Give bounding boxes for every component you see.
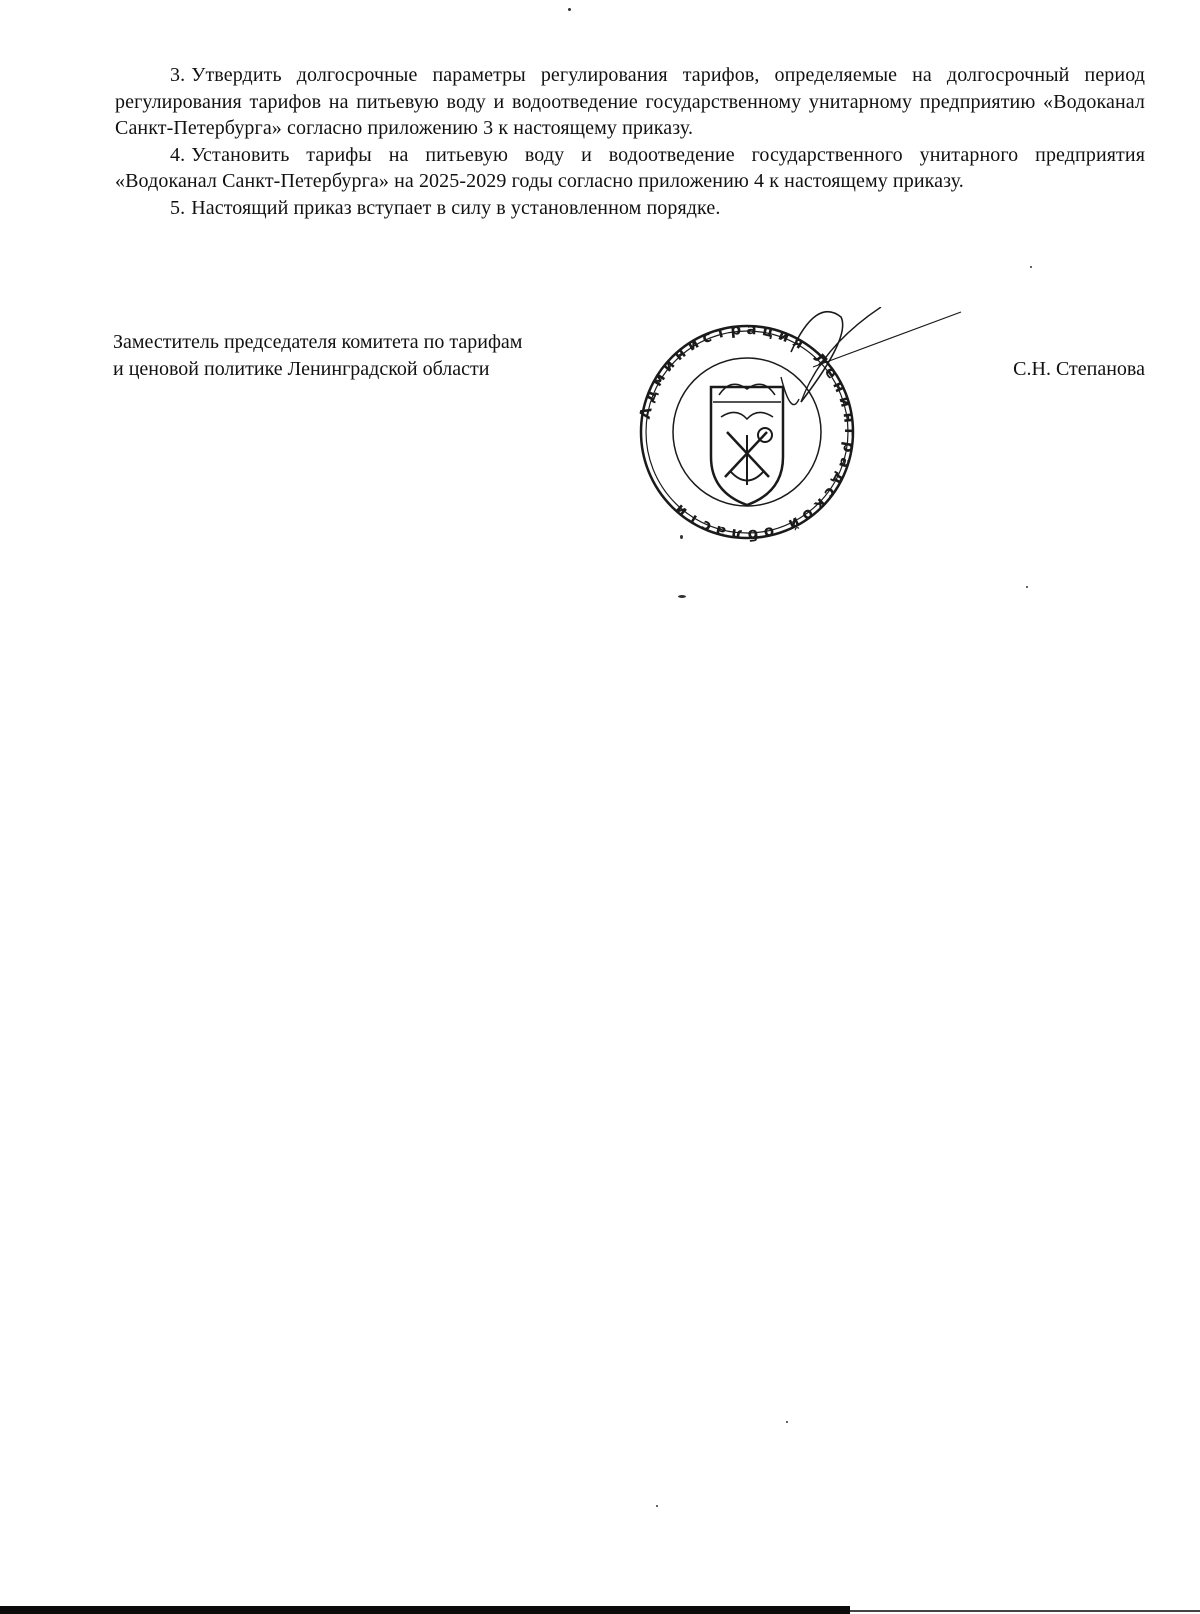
scan-speck [568,8,571,11]
signer-name: С.Н. Степанова [1013,357,1145,380]
signature-block [113,319,1145,549]
signer-position [113,329,633,382]
document-body [115,62,1145,221]
official-stamp [633,307,973,547]
scan-speck [678,595,686,598]
scan-speck [1026,586,1028,588]
paragraph-4 [115,142,1145,195]
paragraph-number: 3. [170,64,186,86]
signer-position-line-2: и ценовой политике Ленинградской области [113,357,490,380]
scan-speck [656,1505,658,1507]
stamp-outer-text: Администрация Ленинградской области [635,319,860,545]
paragraph-3 [115,62,1145,142]
scan-speck [680,535,683,539]
scan-bottom-edge [0,1606,850,1614]
paragraph-5 [115,195,1145,222]
signer-position-line-1: Заместитель председателя комитета по тарифам [113,331,523,353]
stamp-seal-icon [633,307,973,547]
paragraph-text: Утвердить долгосрочные параметры регулирования тарифов, определяемые на долгосрочный период регулирования тарифов на питьевую воду и водоотведение государственному унитарному предприятию «Водоканал Санкт-Петербурга» согласно приложению 3 к настоящему приказу. [115,64,1145,139]
paragraph-number: 4. [170,143,186,166]
scan-speck [1030,266,1032,268]
paragraph-text: Настоящий приказ вступает в силу в установленном порядке. [191,196,721,219]
scan-bottom-edge-thin [850,1610,1200,1612]
scan-speck [786,1421,788,1423]
paragraph-text: Установить тарифы на питьевую воду и водоотведение государственного унитарного предприятия «Водоканал Санкт-Петербурга» на 2025-2029 годы согласно приложению 4 к настоящему приказу. [115,143,1145,192]
paragraph-number: 5. [170,196,186,219]
